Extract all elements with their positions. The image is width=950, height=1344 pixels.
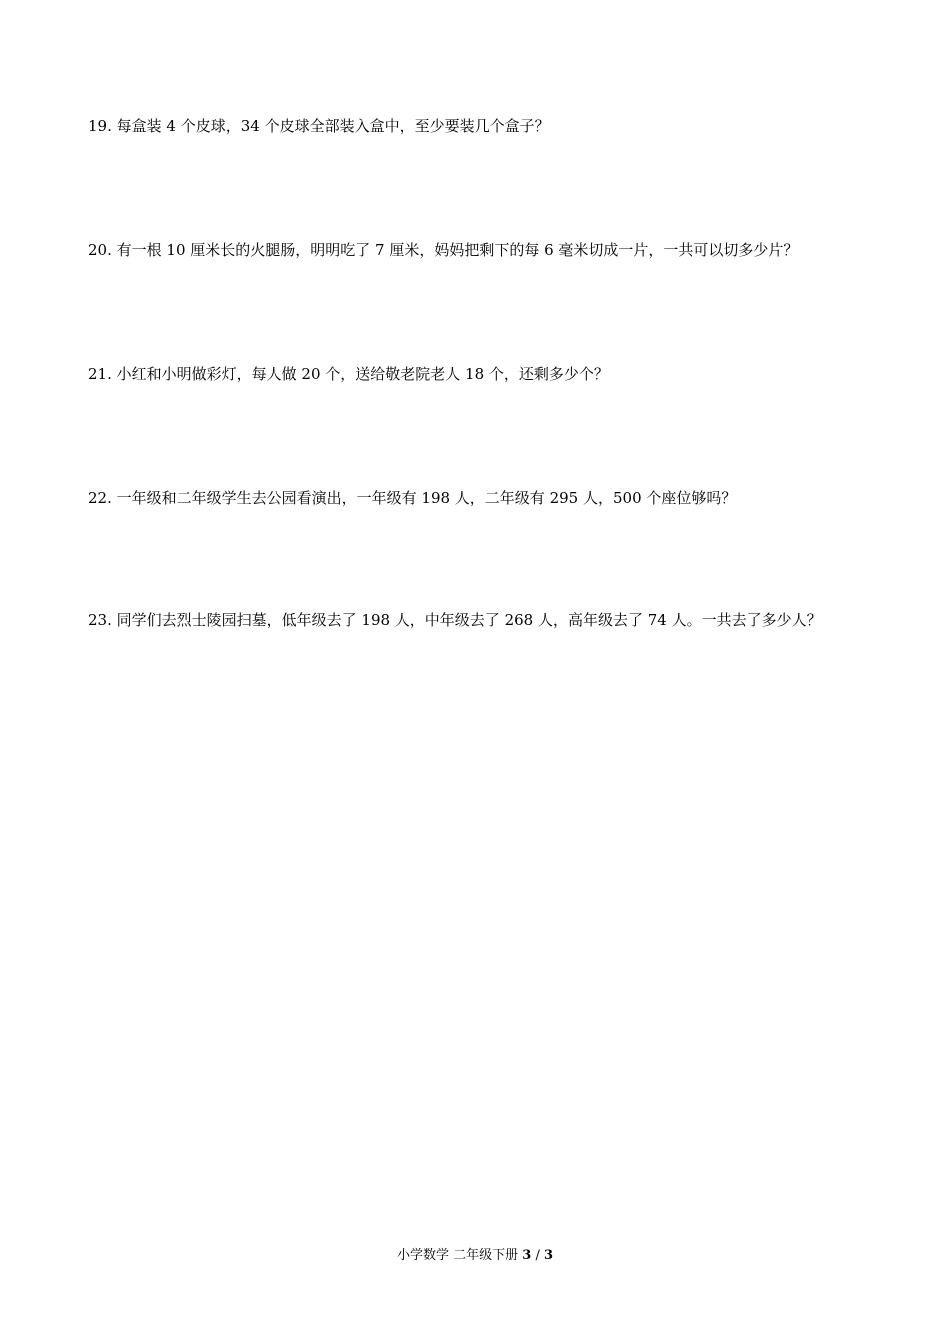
question-number: 22.	[88, 489, 112, 507]
question-text: 一年级和二年级学生去公园看演出，一年级有 198 人，二年级有 295 人，500 个座位够吗？	[116, 489, 737, 507]
question-21	[88, 364, 609, 384]
question-20	[88, 240, 798, 260]
question-19	[88, 116, 550, 136]
question-text: 每盒装 4 个皮球，34 个皮球全部装入盒中，至少要装几个盒子？	[116, 117, 550, 135]
question-22	[88, 488, 736, 508]
question-text: 同学们去烈士陵园扫墓，低年级去了 198 人，中年级去了 268 人，高年级去了 74 人。一共去了多少人？	[116, 611, 822, 629]
page-number-separator: /	[535, 1248, 540, 1263]
footer-label: 小学数学 二年级下册	[396, 1248, 519, 1263]
page-number-current: 3	[522, 1248, 532, 1263]
question-number: 21.	[88, 365, 112, 383]
page-footer	[0, 1247, 950, 1265]
question-number: 19.	[88, 117, 112, 135]
question-number: 23.	[88, 611, 112, 629]
page-number-total: 3	[543, 1248, 554, 1263]
question-text: 小红和小明做彩灯，每人做 20 个，送给敬老院老人 18 个，还剩多少个？	[116, 365, 609, 383]
question-23	[88, 610, 822, 630]
question-text: 有一根 10 厘米长的火腿肠，明明吃了 7 厘米，妈妈把剩下的每 6 毫米切成一片，一共可以切多少片？	[116, 241, 799, 259]
question-number: 20.	[88, 241, 112, 259]
